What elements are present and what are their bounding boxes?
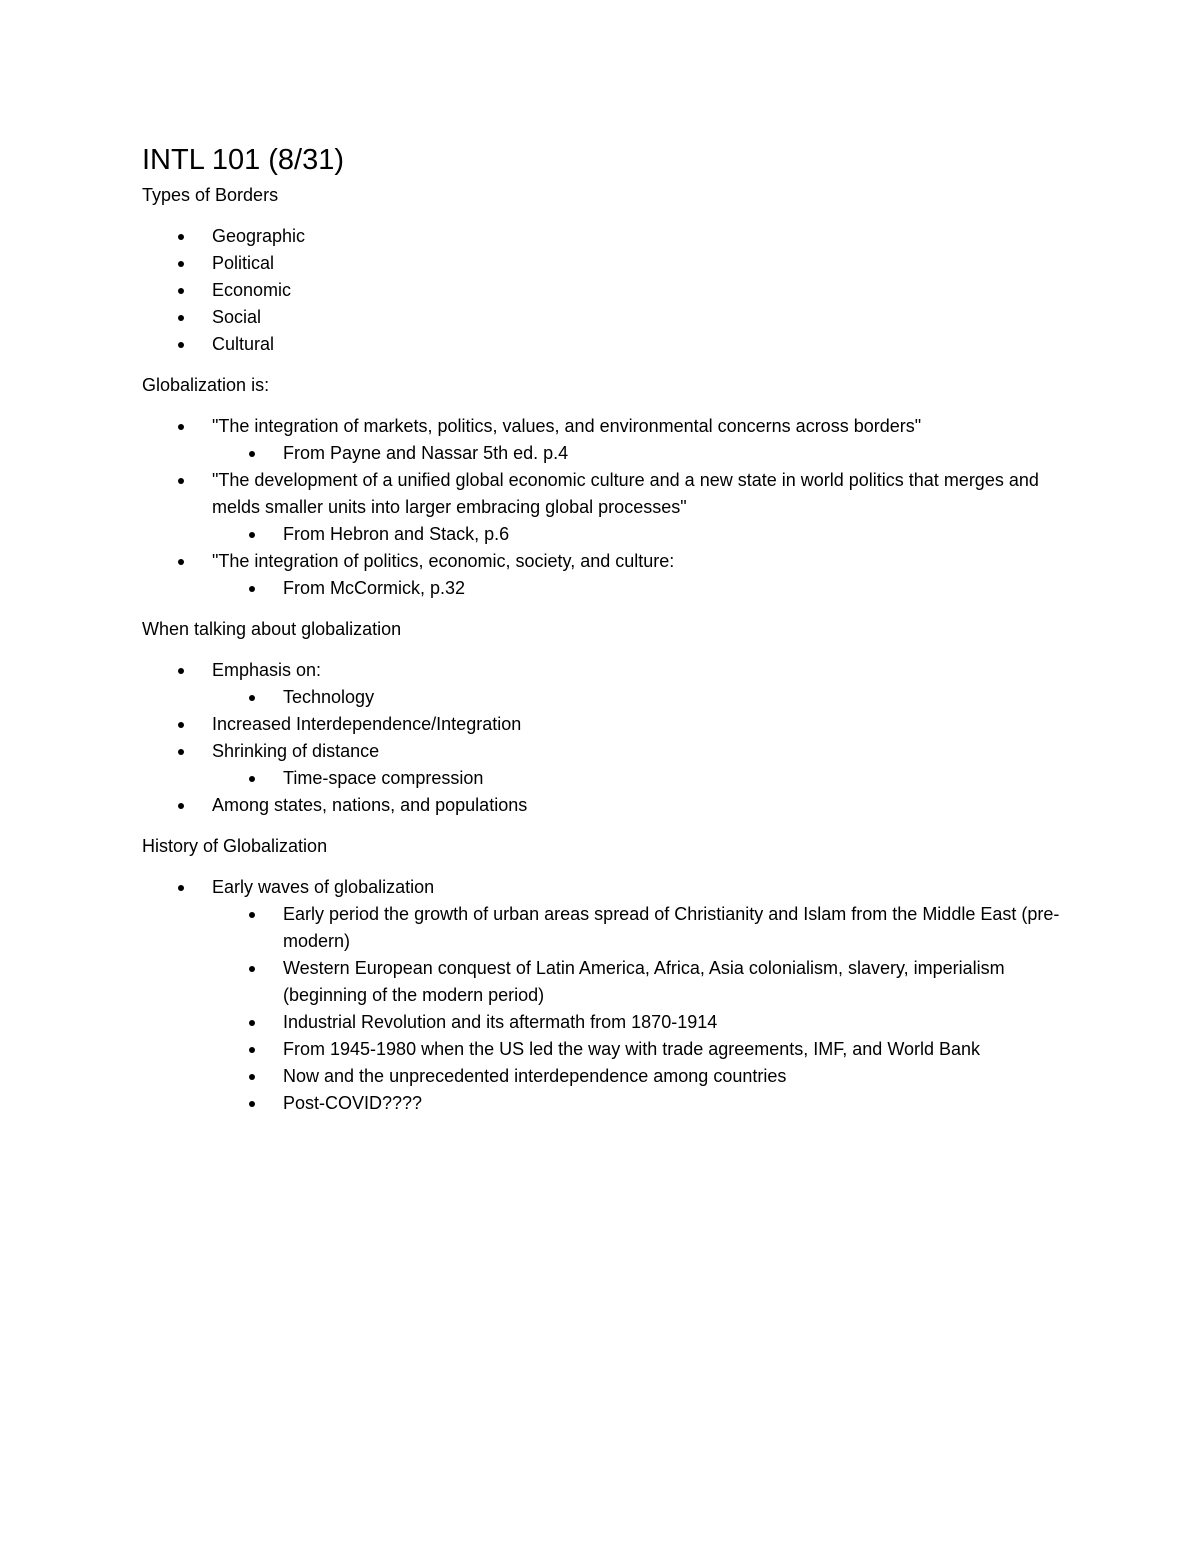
- bullet-icon: [249, 912, 255, 918]
- document-page: [142, 140, 1062, 1131]
- bullet-icon: [249, 966, 255, 972]
- list-item: [142, 657, 1062, 711]
- sub-list-item: [212, 440, 1062, 467]
- sub-bullet-list: [212, 901, 1062, 1117]
- list-item-text: "The integration of politics, economic, society, and culture:: [212, 551, 675, 571]
- sub-bullet-list: [212, 575, 1062, 602]
- sub-list-item-text: From Payne and Nassar 5th ed. p.4: [283, 443, 569, 463]
- list-item: [142, 792, 1062, 819]
- list-item-text: Among states, nations, and populations: [212, 795, 528, 815]
- bullet-icon: [178, 559, 184, 565]
- page-title: INTL 101 (8/31): [142, 144, 345, 176]
- list-item: [142, 548, 1062, 602]
- bullet-list: [142, 223, 1062, 358]
- bullet-list: [142, 657, 1062, 819]
- list-item: [142, 277, 1062, 304]
- list-item-text: Increased Interdependence/Integration: [212, 714, 522, 734]
- sub-list-item: [212, 955, 1062, 1009]
- sub-list-item: [212, 1009, 1062, 1036]
- bullet-icon: [178, 424, 184, 430]
- bullet-icon: [249, 532, 255, 538]
- sub-bullet-list: [212, 440, 1062, 467]
- bullet-list: [142, 413, 1062, 602]
- bullet-icon: [178, 288, 184, 294]
- sub-list-item-text: From 1945-1980 when the US led the way with trade agreements, IMF, and World Bank: [283, 1039, 981, 1059]
- list-item-text: Emphasis on:: [212, 660, 322, 680]
- list-item-text: Political: [212, 253, 275, 273]
- sub-list-item-text: Early period the growth of urban areas spread of Christianity and Islam from the Middle East (pre-modern): [283, 904, 1060, 951]
- bullet-icon: [178, 668, 184, 674]
- list-item: [142, 413, 1062, 467]
- sub-bullet-list: [212, 521, 1062, 548]
- list-item: [142, 738, 1062, 792]
- sub-list-item: [212, 684, 1062, 711]
- bullet-icon: [178, 749, 184, 755]
- bullet-icon: [249, 1101, 255, 1107]
- bullet-icon: [178, 478, 184, 484]
- sub-list-item-text: Western European conquest of Latin America, Africa, Asia colonialism, slavery, imperialism (beginning of the modern period): [283, 958, 1005, 1005]
- bullet-icon: [249, 776, 255, 782]
- sub-list-item: [212, 521, 1062, 548]
- bullet-icon: [178, 342, 184, 348]
- list-item-text: Economic: [212, 280, 292, 300]
- list-item-text: Shrinking of distance: [212, 741, 380, 761]
- sub-list-item-text: Industrial Revolution and its aftermath from 1870-1914: [283, 1012, 718, 1032]
- list-item: [142, 223, 1062, 250]
- bullet-icon: [249, 1074, 255, 1080]
- bullet-list: [142, 874, 1062, 1117]
- list-item: [142, 304, 1062, 331]
- sub-list-item-text: From Hebron and Stack, p.6: [283, 524, 510, 544]
- bullet-icon: [178, 722, 184, 728]
- section-heading: Types of Borders: [142, 185, 279, 205]
- sub-list-item: [212, 575, 1062, 602]
- bullet-icon: [178, 261, 184, 267]
- sub-list-item-text: Time-space compression: [283, 768, 484, 788]
- bullet-icon: [178, 885, 184, 891]
- sub-list-item: [212, 1036, 1062, 1063]
- list-item-text: Social: [212, 307, 262, 327]
- sub-list-item-text: From McCormick, p.32: [283, 578, 466, 598]
- sub-bullet-list: [212, 684, 1062, 711]
- list-item: [142, 331, 1062, 358]
- section-heading: Globalization is:: [142, 375, 270, 395]
- sub-bullet-list: [212, 765, 1062, 792]
- sub-list-item: [212, 901, 1062, 955]
- list-item-text: "The integration of markets, politics, values, and environmental concerns across borders": [212, 416, 922, 436]
- list-item: [142, 467, 1062, 548]
- list-item: [142, 711, 1062, 738]
- bullet-icon: [178, 803, 184, 809]
- bullet-icon: [178, 315, 184, 321]
- section-heading: When talking about globalization: [142, 619, 402, 639]
- bullet-icon: [249, 695, 255, 701]
- sub-list-item-text: Now and the unprecedented interdependence among countries: [283, 1066, 787, 1086]
- bullet-icon: [249, 1047, 255, 1053]
- bullet-icon: [249, 1020, 255, 1026]
- sub-list-item-text: Technology: [283, 687, 375, 707]
- list-item: [142, 874, 1062, 1117]
- sub-list-item: [212, 1063, 1062, 1090]
- bullet-icon: [249, 586, 255, 592]
- list-item-text: "The development of a unified global economic culture and a new state in world politics that merges and melds smaller units into larger embracing global processes": [212, 470, 1039, 517]
- list-item-text: Early waves of globalization: [212, 877, 435, 897]
- bullet-icon: [178, 234, 184, 240]
- sub-list-item: [212, 1090, 1062, 1117]
- bullet-icon: [249, 451, 255, 457]
- list-item-text: Cultural: [212, 334, 275, 354]
- section-heading: History of Globalization: [142, 836, 328, 856]
- sub-list-item-text: Post-COVID????: [283, 1093, 423, 1113]
- list-item: [142, 250, 1062, 277]
- sub-list-item: [212, 765, 1062, 792]
- list-item-text: Geographic: [212, 226, 306, 246]
